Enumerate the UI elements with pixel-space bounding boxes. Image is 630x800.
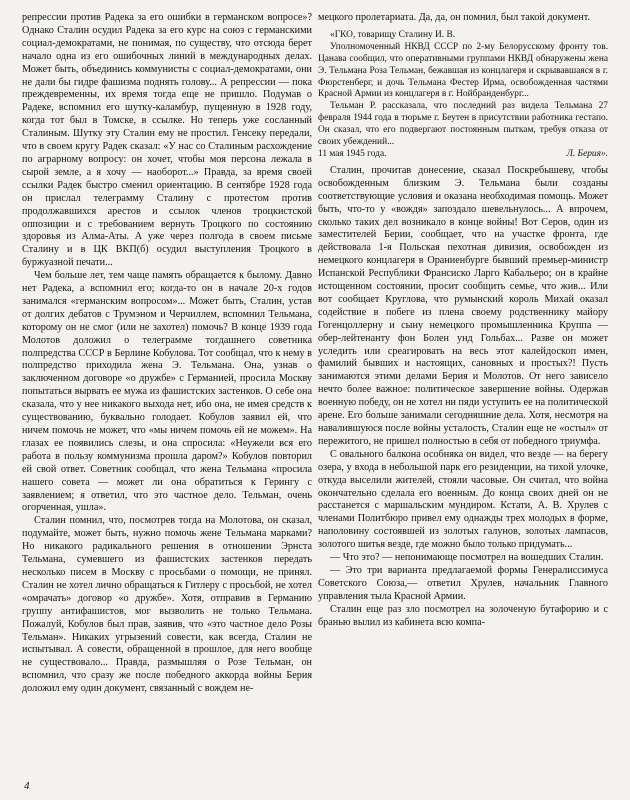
paragraph: мецкого пролетариата. Да, да, он помнил, был такой документ. [318,12,591,23]
left-column [22,12,312,780]
document-date: 11 мая 1945 года. [318,148,387,159]
paragraph: Сталин еще раз зло посмотрел на золоченую бутафорию и с бранью вылил из кабинета всю компа- [318,603,608,628]
paragraph: — Что это? — непонимающе посмотрел на вошедших Сталин. [330,552,604,564]
paragraph: репрессии против Радека за его ошибки в германском вопросе»? Однако Сталин осудил Радека за его курс на союз с германскими социал-демократами, не понимая, по существу, что отсюда берет начало одна из его ошибочных линий в международных делах. Может быть, объединись коммунисты с социал-демократами, они не дали бы гидре фашизма поднять голову... А репрессии — пока преждевременны, их время тогда еще не пришло. Подумав о Радеке, вспомнил его шутку-каламбур, пущенную в 1928 году, когда тот был в Томске, в ссылке. Но теперь уже сосланный Сталиным. Шутку эту Сталин ему не простил. Генсеку передали, что в своем кругу Радек сказал: «У нас со Сталиным расхождение по аграрному вопросу: он хочет, чтобы моя персона лежала в сырой земле, а я хочу — наоборот...» Правда, за время своей ссылки Радек быстро сменил ориентацию. В сентябре 1928 года он прислал телеграмму Сталину с протестом против продолжавшихся арестов и ссылок членов троцкистской оппозиции и с требованием вернуть Троцкого по состоянию здоровья из Алма-Аты. А уже через полгода в своем письме Сталину и в ЦК ВКП(б) осудил выступления Троцкого в буржуазной печати... [22,12,312,269]
paragraph: Чем больше лет, тем чаще память обращается к былому. Давно нет Радека, а вспомнил его; когда-то он в начале 20-х годов занимался «германским вопросом»... Может быть, Сталин, устав от долгих дебатов с Трумэном и Черчиллем, вспомнил Тельмана, которому он не смог (или не захотел) помочь? В конце 1939 года Молотов доложил о телеграмме тогдашнего советника полпредства СССР в Берлине Кобулова. Тот сообщал, что к нему в полпредство приходила жена Э. Тельмана. Она, узнав о заключенном договоре «о дружбе» с Германией, просила Москву попытаться вырвать ее мужа из фашистских застенков. О себе она сказала, что у нее никакого выхода нет, ибо она, не имея средств к существованию, буквально голодает. Кобулов заявил ей, что ничем помочь не может, что «мы ничем помочь ей не можем». На глазах ее появились слезы, и она спросила: «Неужели вся его работа в пользу коммунизма прошла даром?» Кобулов повторил ей свой ответ. Советник сообщал, что жена Тельмана «просила нашего совета — может ли она обратиться к Герингу с заявлением; я ответил, что это частное дело. Тельман, очень огорченная, ушла». [22,270,312,514]
document-address: «ГКО, товарищу Сталину И. В. [330,29,456,40]
paragraph: С овального балкона особняка он видел, что везде — на берегу озера, у входа в небольшой парк его резиденции, на тихой улочке, откуда выселили жителей, стояли часовые. Он считал, что война окончательно сделала его военным. До конца своих дней он не расстанется с маршальским мундиром. Кстати, А. В. Хрулев с членами Политбюро привел ему однажды трех молодых в форме, наполовину состоявшей из золотых галунов, золотых лампасов, золотого шитья везде, где можно было только придумать... [318,448,608,551]
paragraph: Сталин помнил, что, посмотрев тогда на Молотова, он сказал, подумайте, может быть, нужно помочь жене Тельмана марками? Но никакого радикального решения в отношении Эрнста Тельмана, сумевшего из фашистских застенков передать несколько писем в Москву с просьбами о помощи, не принял. Сталин не хотел лично обращаться к Гитлеру с просьбой, не хотел «омрачать» договор «о дружбе». Хотя, отправив в Германию группу антифашистов, мог вызволить не только Тельмана. Пожалуй, Кобулов был прав, заявив, что «это частное дело Розы Тельман». Никаких угрызений совести, как всегда, Сталин не испытывал. А совести, обращенной в прошлое, для него вообще не существовало... Правда, размышляя о Розе Тельман, он вспомнил, что сразу же после победного аккорда войны Берия доложил ему один документ, связанный с вождем не- [22,515,312,695]
document-signature-line [318,149,608,161]
document-paragraph: Тельман Р. рассказала, что последний раз видела Тельмана 27 февраля 1944 года в тюрьме г. Беутен в присутствии работника гестапо. Он сказал, что его подвергают постоянным пыткам, требуя отказа от своих убеждений... [318,101,608,148]
document-paragraph: Уполномоченный НКВД СССР по 2-му Белорусскому фронту тов. Цанава сообщил, что оперативными группами НКВД обнаружены жена Э. Тельмана Роза Тельман, бежавшая из концлагеря и скрывавшаяся в г. Фюрстенберг, и дочь Тельмана Фестер Ирма, освобожденная частями Красной Армии из концлагеря в г. Нойбранденбург... [318,41,608,100]
document-signature: Л. Берия». [566,148,608,159]
right-column [318,12,608,780]
paragraph: — Это три варианта предлагаемой формы Генералиссимуса Советского Союза,— ответил Хрулев, начальник Главного управления тыла Красной Армии. [318,564,608,602]
page-number: 4 [24,780,30,792]
paragraph: Сталин, прочитав донесение, сказал Поскребышеву, чтобы освобожденным близким Э. Тельмана были созданы соответствующие условия и оказана необходимая помощь. Может быть, что-то у «вождя» запоздало шевельнулось... А впрочем, сколько таких дел возникало в конце войны! Вот Серов, один из заместителей Берии, сообщает, что на участке фронта, где действовала 1-я Польская пехотная дивизия, освобожден из немецкого концлагеря в Ораниенбурге бывший премьер-министр Испанской Республики Франсиско Ларго Кабальеро; он в крайне истощенном состоянии, просит сообщить семье, что жив... Или вот сообщает Круглова, что румынский король Михай оказал содействие в побеге из плена своему родственнику майору Гогенцоллерну и сыну немецкого промышленника Круппа — обер-лейтенанту фон Болен унд Гольбах... Разве он может уследить или среагировать на весь этот калейдоскоп имен, фамилий бывших и настоящих, сановных и простых?! Пусть занимаются этими делами Берия и Молотов. От него зависело нечто более важное: политическое завершение войны. Одержав военную победу, он не хотел ни пяди уступить ее на политической арене. Его больше занимали сегодняшние дела. Хотя, несмотря на навалившуюся после войны усталость, Сталин еще не «остыл» от пережитого, не пришел полностью в себя от победного триумфа. [318,164,608,447]
quoted-document [318,30,608,161]
